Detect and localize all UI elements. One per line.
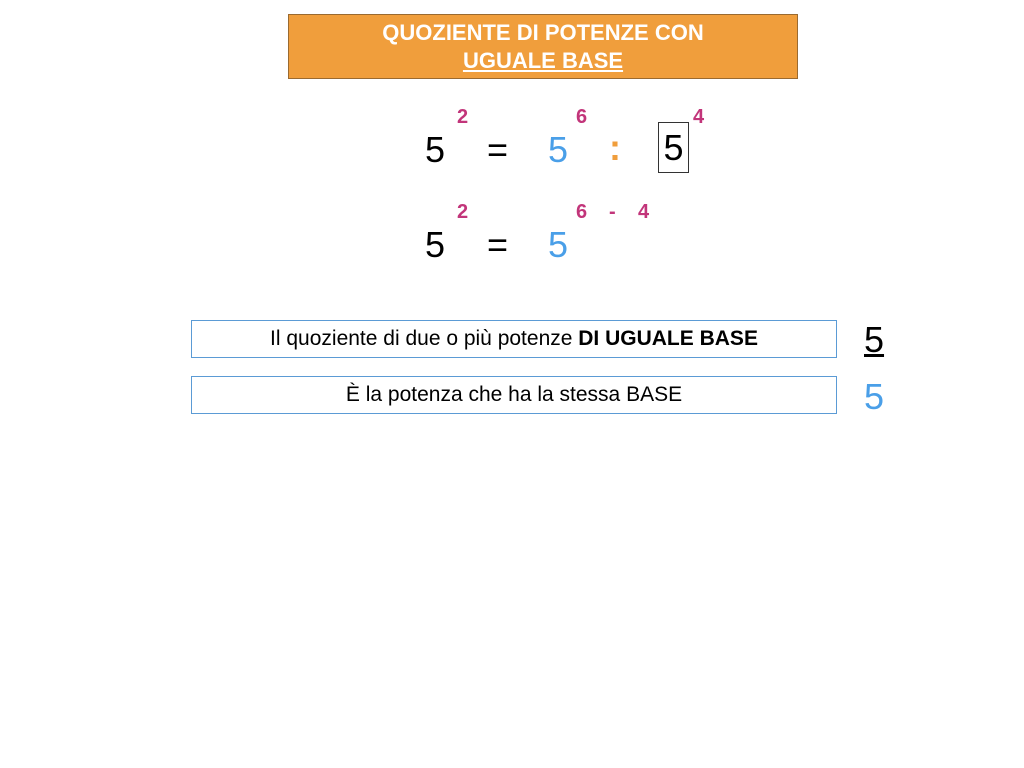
eq2-exponent-minus: -: [609, 201, 616, 223]
rule-2-text: È la potenza che ha la stessa BASE: [345, 383, 683, 406]
eq2-exponent-b: 4: [638, 201, 650, 223]
eq1-divide-sign: :: [609, 127, 621, 168]
eq1-left-base: 5: [425, 129, 446, 170]
eq2-right-base: 5: [548, 224, 569, 265]
rule-1-text: Il quoziente di due o più potenze: [270, 327, 579, 350]
title-banner: [288, 14, 798, 79]
eq1-left-exponent: 2: [457, 106, 469, 128]
eq1-divisor-base-box: 5: [658, 122, 689, 173]
rule-2-side-base: 5: [864, 376, 885, 417]
rule-box-1: [191, 320, 837, 358]
rule-1-side-base: 5: [864, 319, 885, 360]
eq2-left-base: 5: [425, 224, 446, 265]
rule-box-2: [191, 376, 837, 414]
title-line-1: QUOZIENTE DI POTENZE CON: [382, 19, 704, 45]
eq1-equals: =: [487, 129, 509, 170]
eq1-divisor-exponent: 4: [693, 106, 705, 128]
eq2-equals: =: [487, 224, 509, 265]
rule-1-bold: DI UGUALE BASE: [578, 327, 758, 350]
eq1-right-exponent: 6: [576, 106, 588, 128]
eq1-right-base: 5: [548, 129, 569, 170]
eq2-left-exponent: 2: [457, 201, 469, 223]
eq2-exponent-a: 6: [576, 201, 588, 223]
title-line-2: UGUALE BASE: [462, 47, 624, 73]
